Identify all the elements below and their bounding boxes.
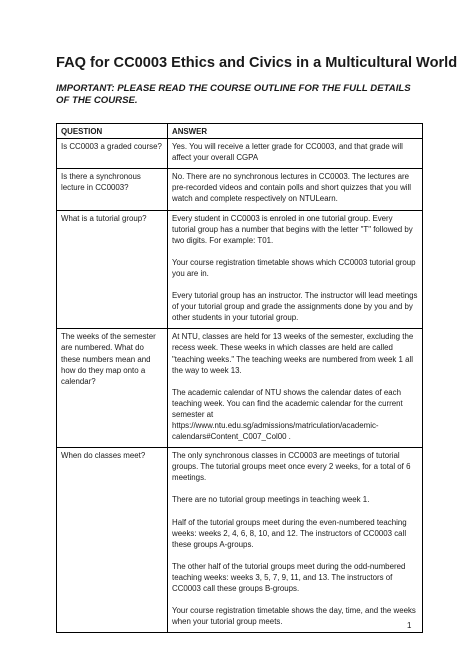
answer-paragraph: No. There are no synchronous lectures in CC0003. The lectures are pre-recorded videos and contain polls and short quizzes that you will watch and complete respectively on NTULearn. [172, 172, 412, 204]
question-cell: Is CC0003 a graded course? [57, 139, 168, 169]
answer-paragraph: Every student in CC0003 is enroled in one tutorial group. Every tutorial group has a number that begins with the letter "T" followed by two digits. For example: T01. [172, 213, 413, 245]
answer-paragraph: At NTU, classes are held for 13 weeks of the semester, excluding the recess week. These weeks in which classes are held are called "teaching weeks." The teaching weeks are numbered from week 1 all the way to week 13. [172, 332, 414, 375]
table-header-row [57, 124, 423, 139]
answer-cell [168, 448, 423, 633]
answer-paragraph: The academic calendar of NTU shows the calendar dates of each teaching week. You can find the academic calendar for the current semester at https://www.ntu.edu.sg/admissions/matriculation/academic-calendars#Content_C007_Col00 . [172, 387, 403, 442]
answer-paragraph: The only synchronous classes in CC0003 are meetings of tutorial groups. The tutorial groups meet once every 2 weeks, for a total of 6 meetings. [172, 451, 411, 483]
table-row [57, 139, 423, 169]
answer-column-header: ANSWER [168, 124, 423, 139]
question-cell: Is there a synchronous lecture in CC0003? [57, 169, 168, 210]
answer-cell [168, 210, 423, 329]
answer-paragraph: Yes. You will receive a letter grade for CC0003, and that grade will affect your overall CGPA [172, 142, 403, 163]
answer-paragraph: Every tutorial group has an instructor. The instructor will lead meetings of your tutorial group and grade the assignments done by you and by other students in your tutorial group. [172, 291, 418, 323]
answer-cell [168, 139, 423, 169]
answer-paragraph: Half of the tutorial groups meet during the even-numbered teaching weeks: weeks 2, 4, 6, 8, 10, and 12. The instructors of CC0003 call these groups A-groups. [172, 517, 407, 549]
table-row [57, 169, 423, 210]
faq-table [56, 123, 423, 633]
important-notice: IMPORTANT: PLEASE READ THE COURSE OUTLINE FOR THE FULL DETAILS OF THE COURSE. [56, 83, 411, 106]
question-column-header: QUESTION [57, 124, 168, 139]
answer-paragraph: Your course registration timetable shows the day, time, and the weeks when your tutorial group meets. [172, 606, 416, 627]
question-cell: The weeks of the semester are numbered. What do these numbers mean and how do they map onto a calendar? [57, 329, 168, 448]
answer-paragraph: There are no tutorial group meetings in teaching week 1. [172, 495, 370, 505]
answer-cell [168, 169, 423, 210]
page-number: 1 [407, 621, 412, 630]
question-cell: When do classes meet? [57, 448, 168, 633]
table-row [57, 210, 423, 329]
answer-cell [168, 329, 423, 448]
question-cell: What is a tutorial group? [57, 210, 168, 329]
table-row [57, 448, 423, 633]
table-row [57, 329, 423, 448]
answer-paragraph: The other half of the tutorial groups meet during the odd-numbered teaching weeks: weeks 3, 5, 7, 9, 11, and 13. The instructors of CC0003 call these groups B-groups. [172, 561, 406, 593]
page-title: FAQ for CC0003 Ethics and Civics in a Multicultural World [56, 55, 458, 71]
answer-paragraph: Your course registration timetable shows which CC0003 tutorial group you are in. [172, 257, 416, 278]
